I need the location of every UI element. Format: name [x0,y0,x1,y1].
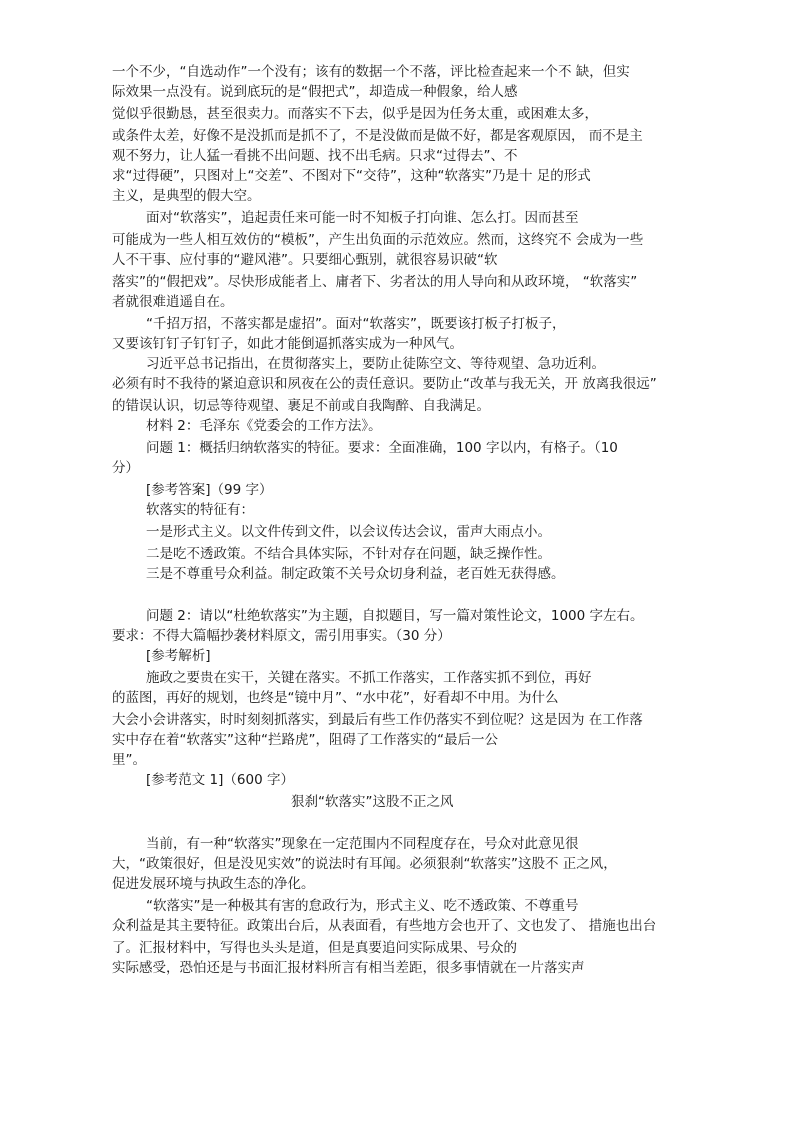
text-line: 落实”的“假把戏”。尽快形成能者上、庸者下、劣者汰的用人导向和从政环境， “软落实” [112,274,638,290]
text-line: 一个不少，“自选动作”一个没有；该有的数据一个不落，评比检查起来一个不 缺，但实 [112,64,630,80]
text-line: 求“过得硬”，只图对上“交差”、不图对下“交待”，这种“软落实”乃是十 足的形式 [112,168,591,184]
text-line: [参考答案]（99 字） [146,482,273,498]
text-line: 观不努力，让人猛一看挑不出问题、找不出毛病。只求“过得去”、不 [112,148,518,164]
text-line: 主义，是典型的假大空。 [112,188,261,204]
text-line: 三是不尊重号众利益。制定政策不关号众切身利益，老百姓无获得感。 [146,566,565,582]
text-line: 问题 2：请以“杜绝软落实”为主题，自拟题目，写一篇对策性论文，1000 字左右。 [146,608,644,624]
text-line: [参考解析] [146,648,211,664]
text-line: 里”。 [112,752,146,768]
text-line: 际效果一点没有。说到底玩的是“假把式”，却造成一种假象，给人感 [112,84,518,100]
text-line: 人不干事、应付事的“避风港”。只要细心甄别，就很容易识破“软 [112,252,498,268]
text-line: 施政之要贵在实干，关键在落实。不抓工作落实，工作落实抓不到位，再好 [146,670,592,686]
essay-title: 狠刹“软落实”这股不正之风 [291,794,454,810]
text-line: 习近平总书记指出，在贯彻落实上，要防止徒陈空文、等待观望、急功近利。 [146,356,605,372]
text-line: 问题 1：概括归纳软落实的特征。要求：全面准确，100 字以内，有格子。（10 [146,440,618,456]
text-line: 当前，有一种“软落实”现象在一定范围内不同程度存在，号众对此意见很 [146,836,579,852]
text-line: 的错误认识，切忌等待观望、裹足不前或自我陶醉、自我满足。 [112,398,490,414]
text-line: “软落实”是一种极其有害的怠政行为，形式主义、吃不透政策、不尊重号 [146,898,579,914]
text-line: 实中存在着“软落实”这种“拦路虎”，阻碍了工作落实的“最后一公 [112,732,498,748]
text-line: 大会小会讲落实，时时刻刻抓落实，到最后有些工作仍落实不到位呢？这是因为 在工作落 [112,712,643,728]
text-line: 一是形式主义。以文件传到文件，以会议传达会议，雷声大雨点小。 [146,524,551,540]
text-line: 觉似乎很勤恳，甚至很卖力。而落实不下去，似乎是因为任务太重，或困难太多， [112,106,598,122]
text-line: 可能成为一些人相互效仿的“模板”，产生出负面的示范效应。然而，这终究不 会成为一些 [112,232,644,248]
text-line: [参考范文 1]（600 字） [146,772,294,788]
text-line: 又要该钉钉子钉钉子，如此才能倒逼抓落实成为一种风气。 [112,336,463,352]
text-line: 大，“政策很好，但是没见实效”的说法时有耳闻。必须狠刹“软落实”这股不 正之风， [112,856,617,872]
text-line: 材料 2：毛泽东《党委会的工作方法》。 [146,418,382,434]
text-line: 者就很难逍遥自在。 [112,294,234,310]
text-line: 要求：不得大篇幅抄袭材料原文，需引用事实。（30 分） [112,628,451,644]
text-line: 实际感受，恐怕还是与书面汇报材料所言有相当差距，很多事情就在一片落实声 [112,960,585,976]
text-line: 促进发展环境与执政生态的净化。 [112,876,315,892]
text-line: 了。汇报材料中，写得也头头是道，但是真要追问实际成果、号众的 [112,940,517,956]
text-line: 的蓝图，再好的规划，也终是“镜中月”、“水中花”，好看却不中用。为什么 [112,690,559,706]
text-line: “千招万招，不落实都是虚招”。面对“软落实”，既要该打板子打板子， [146,316,566,332]
text-line: 或条件太差，好像不是没抓而是抓不了，不是没做而是做不好，都是客观原因， 而不是主 [112,128,643,144]
text-line: 必须有时不我待的紧迫意识和夙夜在公的责任意识。要防止“改革与我无关，开 放离我很远” [112,376,657,392]
text-line: 二是吃不透政策。不结合具体实际，不针对存在问题，缺乏操作性。 [146,546,551,562]
text-line: 众利益是其主要特征。政策出台后，从表面看，有些地方会也开了、文也发了、 措施也出台 [112,918,657,934]
text-line: 软落实的特征有： [146,502,254,518]
text-line: 面对“软落实”，追起责任来可能一时不知板子打向谁、怎么打。因而甚至 [146,210,579,226]
text-line: 分） [112,460,139,476]
